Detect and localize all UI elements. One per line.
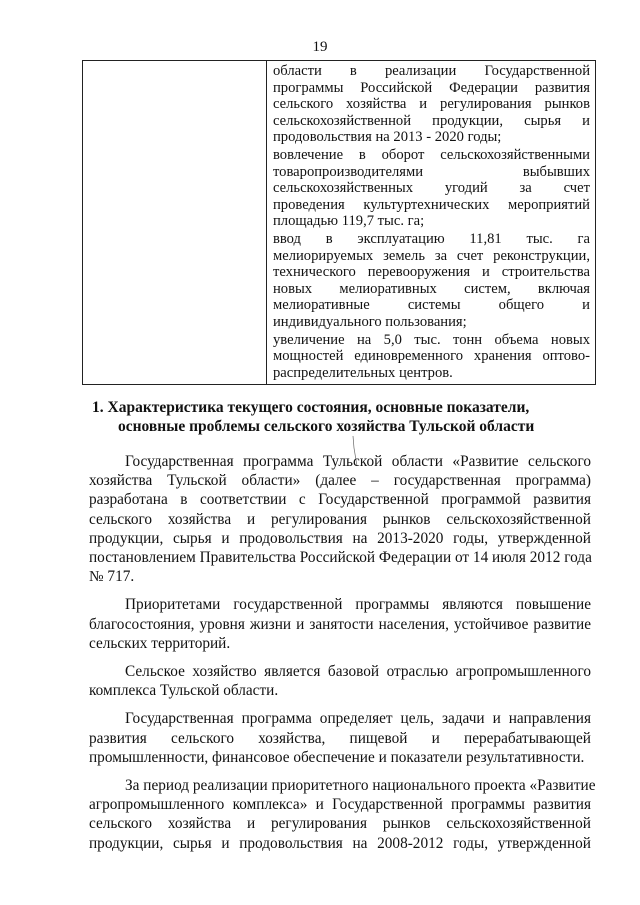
- table-cell-targets: [267, 61, 596, 385]
- text-line: сельского хозяйства и регулирования рынков сельскохозяйственной: [89, 815, 591, 833]
- goals-table: [82, 60, 596, 385]
- text-line: сельского хозяйства и регулирования рынков сельскохозяйственной: [89, 510, 591, 528]
- page-number: 19: [312, 39, 328, 55]
- section-heading-line: 1. Характеристика текущего состояния, основные показатели,: [92, 399, 530, 416]
- text-line: площадью 119,7 тыс. га;: [273, 213, 425, 230]
- text-line: За период реализации приоритетного национального проекта «Развитие: [125, 777, 596, 795]
- paragraph: [89, 662, 591, 700]
- text-line: продукции, сырья и продовольствия на 2008-2012 годы, утвержденной: [89, 834, 591, 852]
- text-line: технического перевооружения и строительства: [273, 264, 590, 281]
- text-line: распределительных центров.: [273, 364, 453, 381]
- text-line: новых мелиоративных систем, включая: [273, 280, 590, 297]
- paragraph: [89, 709, 591, 767]
- text-line: ввод в эксплуатацию 11,81 тыс. га: [273, 230, 590, 247]
- text-line: проведения культуртехнических мероприятий: [273, 196, 590, 213]
- text-line: агропромышленного комплекса» и Государственной программы развития: [89, 796, 591, 814]
- table-cell-paragraph: [273, 147, 590, 230]
- text-line: № 717.: [89, 568, 135, 586]
- text-line: товаропроизводителями выбывших: [273, 163, 590, 180]
- body-text: [89, 452, 596, 862]
- section-heading: [92, 398, 592, 436]
- text-line: мощностей единовременного хранения оптово-: [273, 348, 590, 365]
- text-line: продукции, сырья и продовольствия на 2013-2020 годы, утвержденной: [89, 529, 591, 547]
- text-line: области в реализации Государственной: [273, 63, 590, 79]
- text-line: сельского хозяйства и регулирования рынков: [273, 96, 590, 113]
- text-line: благосостояния, уровня жизни и занятости населения, устойчивое развитие: [89, 615, 591, 633]
- table-cell-paragraph: [273, 231, 590, 331]
- text-line: сельскохозяйственной продукции, сырья и: [273, 112, 590, 129]
- text-line: разработана в соответствии с Государственной программой развития: [89, 491, 591, 509]
- table-cell-paragraph: [273, 332, 590, 382]
- text-line: мелиорируемых земель за счет реконструкции,: [273, 247, 590, 264]
- text-line: комплекса Тульской области.: [89, 682, 279, 700]
- table-cell-empty: [83, 61, 267, 385]
- text-line: увеличение на 5,0 тыс. тонн объема новых: [273, 331, 590, 348]
- section-heading-line: основные проблемы сельского хозяйства Тульской области: [118, 418, 535, 435]
- text-line: промышленности, финансовое обеспечение и показатели результативности.: [89, 748, 585, 766]
- paragraph: [89, 776, 596, 853]
- text-line: сельских территорий.: [89, 634, 231, 652]
- text-line: Приоритетами государственной программы являются повышение: [125, 596, 591, 614]
- text-line: мелиоративные системы общего и: [273, 297, 590, 314]
- text-line: постановлением Правительства Российской Федерации от 14 июля 2012 года: [89, 549, 592, 567]
- text-line: вовлечение в оборот сельскохозяйственными: [273, 146, 590, 163]
- table-cell-paragraph: [273, 63, 590, 146]
- text-line: индивидуального пользования;: [273, 313, 467, 330]
- text-line: сельскохозяйственных угодий за счет: [273, 180, 590, 197]
- text-line: программы Российской Федерации развития: [273, 79, 590, 96]
- text-line: продовольствия на 2013 - 2020 годы;: [273, 129, 502, 146]
- paragraph: [89, 595, 591, 653]
- text-line: Сельское хозяйство является базовой отраслью агропромышленного: [125, 663, 591, 681]
- text-line: хозяйства Тульской области» (далее – государственная программа): [89, 472, 591, 490]
- text-line: развития сельского хозяйства, пищевой и перерабатывающей: [89, 729, 591, 747]
- table-row: [83, 61, 596, 385]
- paragraph: [89, 452, 591, 586]
- text-line: Государственная программа определяет цель, задачи и направления: [125, 710, 591, 728]
- text-line: Государственная программа Тульской области «Развитие сельского: [125, 453, 591, 470]
